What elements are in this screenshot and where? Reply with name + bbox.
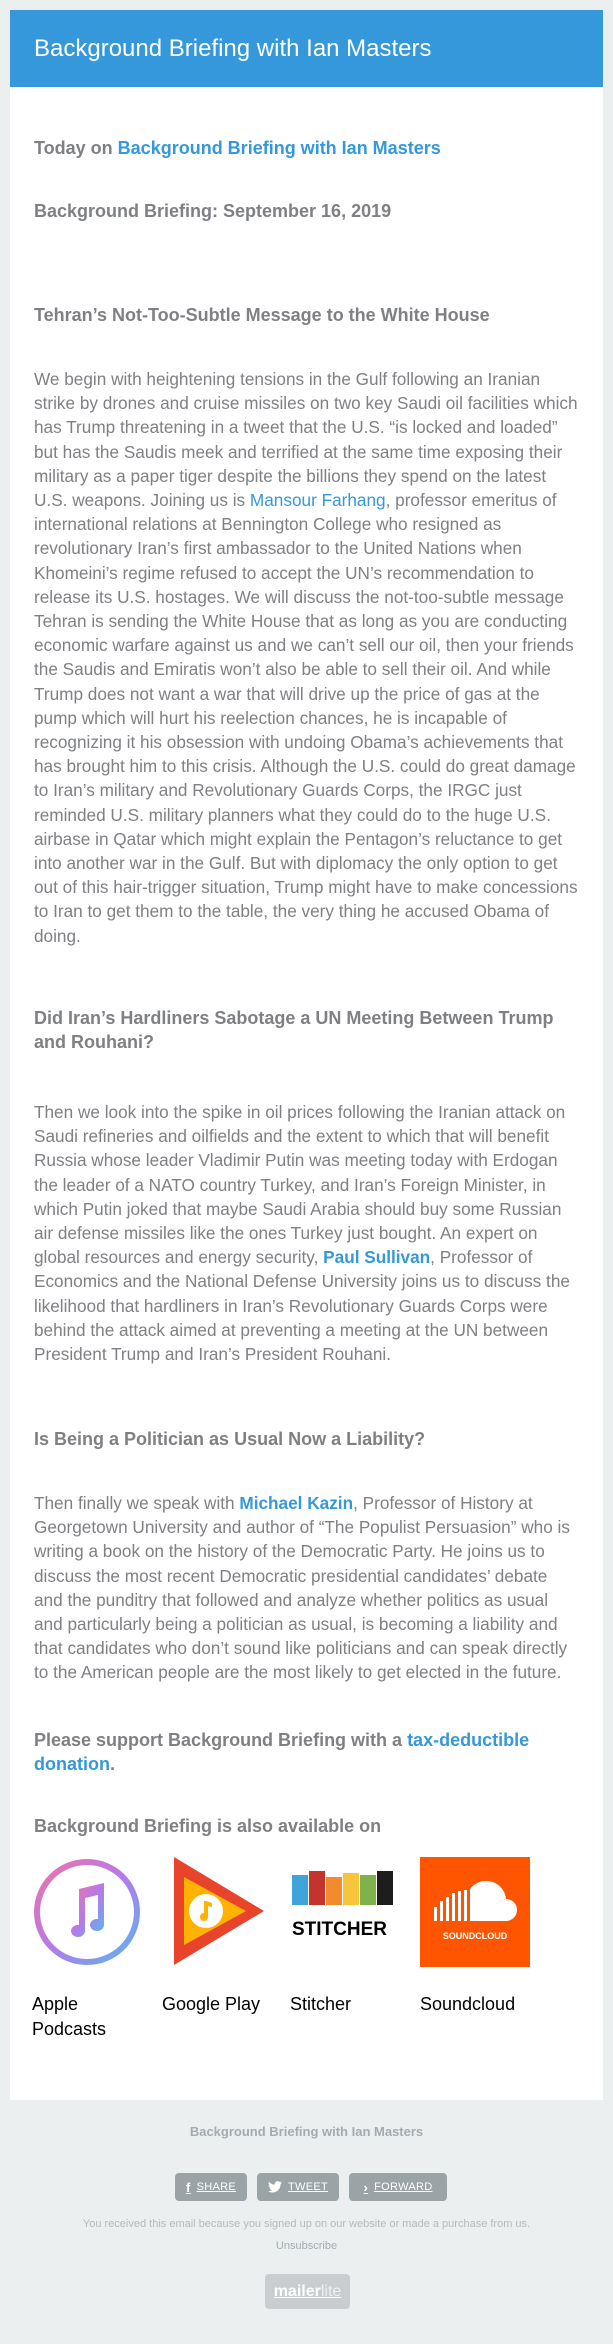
stitcher-wordmark: STITCHER xyxy=(292,1919,387,1940)
badge-lite: lite xyxy=(320,2282,342,2300)
google-play-icon xyxy=(162,1857,272,1967)
episode-title: Background Briefing: September 16, 2019 xyxy=(34,201,392,221)
footer-note: You received this email because you signed up on our website or made a purchase from us. xyxy=(82,2218,531,2230)
support-line xyxy=(34,1728,579,1776)
platform-label: Google Play xyxy=(162,1994,261,2014)
support-text-after: . xyxy=(109,1754,115,1774)
mailerlite-badge[interactable] xyxy=(265,2274,350,2309)
twitter-icon xyxy=(268,2181,282,2193)
forward-label: FORWARD xyxy=(374,2181,433,2193)
platform-apple-podcasts[interactable] xyxy=(24,1857,144,2057)
segment1-body xyxy=(34,367,579,948)
platform-stitcher[interactable] xyxy=(282,1857,402,2057)
tweet-button[interactable] xyxy=(257,2173,339,2201)
segment3-body xyxy=(34,1491,579,1685)
unsubscribe-link[interactable]: Unsubscribe xyxy=(275,2240,338,2252)
soundcloud-icon xyxy=(420,1857,530,1967)
segment2-text-after: , Professor of Economics and the National Defense University joins us to discuss the likelihood that hardliners in Iran’s Revolutionary Guards Corps were behind the attack aimed at preventing a meeting at the UN between President Trump and Iran’s President Rouhani. xyxy=(34,1247,570,1365)
email-card xyxy=(10,10,603,2100)
segment2-text-before: Then we look into the spike in oil prices following the Iranian attack on Saudi refineries and oilfields and the extent to which that will benefit Russia whose leader Vladimir Putin was meeting today with Erdogan the leader of a NATO country Turkey, and Iran’s Foreign Minister, in which Putin joked that maybe Saudi Arabia should buy some Russian air defense missiles like the ones Turkey just bought. An expert on global resources and energy security, xyxy=(34,1102,566,1268)
soundcloud-wordmark: SOUNDCLOUD xyxy=(442,1931,508,1941)
email-header xyxy=(10,10,603,87)
guest-link-michael-kazin[interactable]: Michael Kazin xyxy=(239,1493,354,1513)
segment1-text-after: , professor emeritus of international relations at Bennington College who resigned as revolutionary Iran’s first ambassador to the United Nations when Khomeini’s regime refused to accept the UN’s recommendation to release its U.S. hostages. We will discuss the not-too-subtle message Tehran is sending the White House that as long as you are conducting economic warfare against us and we can’t sell our oil, then your friends the Saudis and Emiratis won’t also be able to sell their oil. And while Trump does not want a war that will drive up the price of gas at the pump which will hurt his reelection chances, he is incapable of recognizing it his obsession with undoing Obama’s achievements that has brought him to this crisis. Although the U.S. could do great damage to Iran’s military and Revolutionary Guards Corps, the IRGC just reminded U.S. military planners what they could do to the huge U.S. airbase in Qatar which might explain the Pentagon’s reluctance to get into another war in the Gulf. But with diplomacy the only option to get out of this hair-trigger situation, Trump might have to make concessions to Iran to get them to the table, the very thing he accused Obama of doing. xyxy=(34,490,578,946)
segment1-title: Tehran’s Not-Too-Subtle Message to the White House xyxy=(34,305,490,325)
tweet-label: TWEET xyxy=(288,2181,328,2193)
apple-podcasts-icon xyxy=(32,1857,142,1967)
header-title: Background Briefing with Ian Masters xyxy=(34,35,432,62)
show-link[interactable]: Background Briefing with Ian Masters xyxy=(117,138,441,158)
segment2-body xyxy=(34,1100,579,1366)
share-button[interactable] xyxy=(175,2173,247,2201)
segment3-title: Is Being a Politician as Usual Now a Liability? xyxy=(34,1429,426,1449)
guest-link-mansour-farhang[interactable]: Mansour Farhang xyxy=(249,490,386,511)
platform-label: Stitcher xyxy=(290,1994,352,2014)
guest-link-paul-sullivan[interactable]: Paul Sullivan xyxy=(323,1247,431,1268)
forward-button[interactable] xyxy=(349,2173,447,2201)
share-label: SHARE xyxy=(196,2181,237,2193)
segment1-text-before: We begin with heightening tensions in the Gulf following an Iranian strike by drones and cruise missiles on two key Saudi oil facilities which has Trump threatening in a tweet that the U.S. “is locked and loaded” but has the Saudis meek and terrified at the same time exposing their military as a paper tiger despite the billions they spend on the latest U.S. weapons. Joining us is xyxy=(34,369,578,511)
social-buttons xyxy=(0,2173,613,2201)
segment3-text-before: Then finally we speak with xyxy=(34,1493,240,1513)
today-line xyxy=(34,136,579,160)
footer-title: Background Briefing with Ian Masters xyxy=(189,2124,424,2139)
today-prefix: Today on xyxy=(34,138,118,158)
chevron-right-icon: › xyxy=(363,2179,369,2195)
segment3-text-after: , Professor of History at Georgetown University and author of “The Populist Persuasion” who is writing a book on the history of the Democratic Party. He joins us to discuss the most recent Democratic presidential candidates’ debate and the punditry that followed and analyze whether politics as usual and particularly being a politician as usual, is becoming a liability and that candidates who don’t sound like politicians and can speak directly to the American people are the most likely to get elected in the future. xyxy=(34,1493,570,1683)
platform-label: Soundcloud xyxy=(420,1994,516,2014)
platform-soundcloud[interactable] xyxy=(412,1857,532,2057)
platform-label: Apple Podcasts xyxy=(32,1994,107,2039)
donation-link[interactable]: tax-deductible donation xyxy=(34,1730,530,1774)
segment2-title: Did Iran’s Hardliners Sabotage a UN Meeting Between Trump and Rouhani? xyxy=(34,1008,554,1052)
stitcher-icon xyxy=(290,1857,400,1967)
unsubscribe-link-wrapper xyxy=(0,2240,613,2252)
platform-google-play[interactable] xyxy=(154,1857,274,2057)
facebook-icon: f xyxy=(185,2179,191,2195)
badge-mailer: mailer xyxy=(273,2282,321,2300)
platform-list xyxy=(24,1857,569,2057)
platforms-heading: Background Briefing is also available on xyxy=(34,1816,382,1836)
support-text-before: Please support Background Briefing with a xyxy=(34,1730,408,1750)
